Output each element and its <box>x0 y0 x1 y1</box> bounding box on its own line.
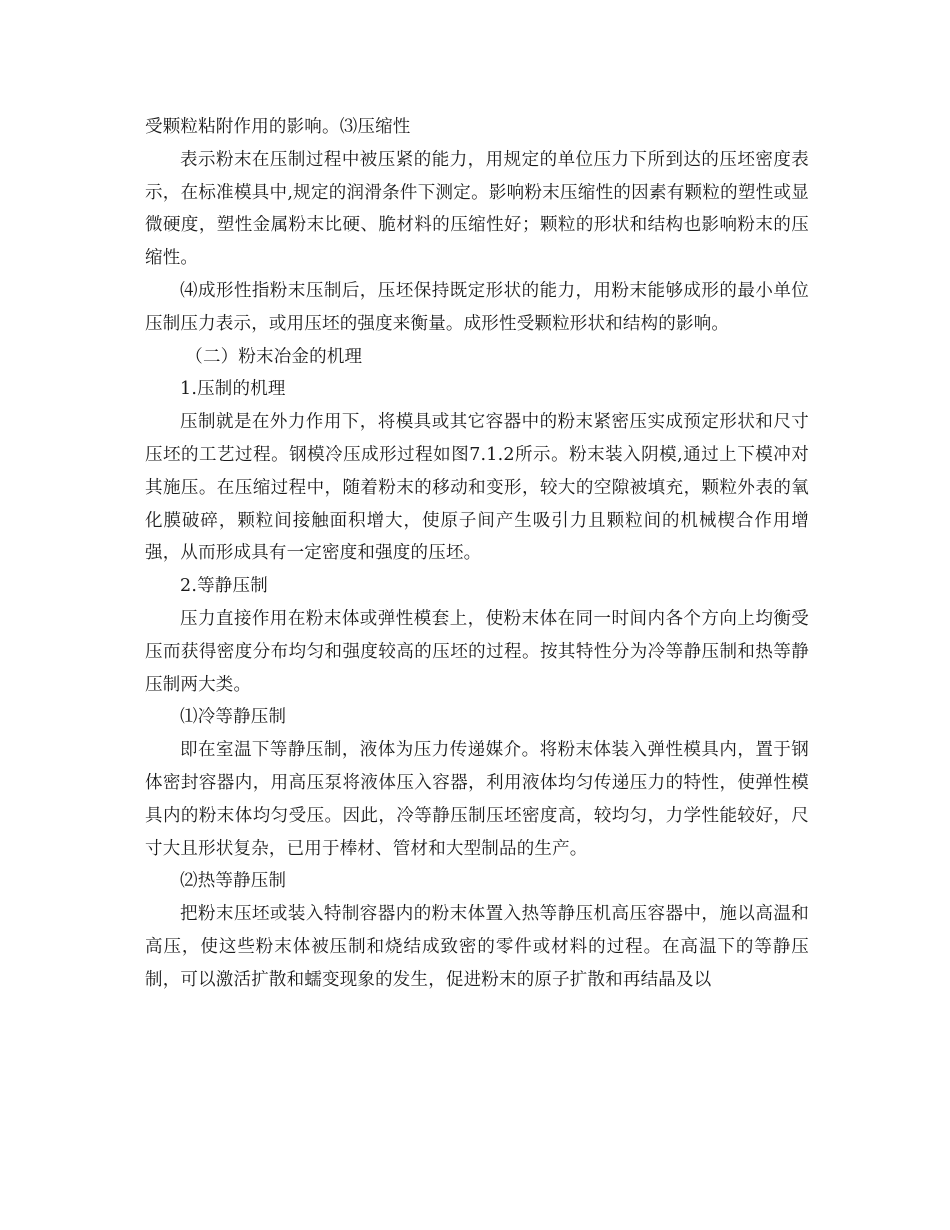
subheading-hot-isostatic: ⑵热等静压制 <box>180 871 287 892</box>
para-pressing-mechanism: 压制就是在外力作用下，将模具或其它容器中的粉末紧密压实成预定形状和尺寸压坯的工艺过程。钢模冷压成形过程如图7.1.2所示。粉末装入阴模,通过上下模冲对其施压。在压缩过程中，随着粉末的移动和变形，较大的空隙被填充，颗粒外表的氧化膜破碎，颗粒间接触面积增大，使原子间产生吸引力且颗粒间的机械楔合作用增强，从而形成具有一定密度和强度的压坯。 <box>145 412 809 564</box>
subheading-pressing-mechanism: 1.压制的机理 <box>180 379 286 400</box>
para-flow-continuation: 受颗粒粘附作用的影响。⑶压缩性 <box>145 117 411 137</box>
para-hot-isostatic: 把粉末压坯或装入特制容器内的粉末体置入热等静压机高压容器中，施以高温和高压，使这些粉末体被压制和烧结成致密的零件或材料的过程。在高温下的等静压制，可以激活扩散和蠕变现象的发生，促进粉末的原子扩散和再结晶及以 <box>145 904 809 990</box>
subheading-cold-isostatic: ⑴冷等静压制 <box>180 707 287 728</box>
para-isostatic-pressing: 压力直接作用在粉末体或弹性模套上，使粉末体在同一时间内各个方向上均衡受压而获得密度分布均匀和强度较高的压坯的过程。按其特性分为冷等静压制和热等静压制两大类。 <box>145 608 809 695</box>
document-body <box>145 111 809 997</box>
subheading-isostatic-pressing: 2.等静压制 <box>180 576 268 597</box>
para-formability: ⑷成形性指粉末压制后，压坯保持既定形状的能力，用粉末能够成形的最小单位压制压力表示，或用压坯的强度来衡量。成形性受颗粒形状和结构的影响。 <box>145 280 809 334</box>
para-compressibility: 表示粉末在压制过程中被压紧的能力，用规定的单位压力下所到达的压坯密度表示，在标准模具中,规定的润滑条件下测定。影响粉末压缩性的因素有颗粒的塑性或显微硬度，塑性金属粉末比硬、脆材料的压缩性好；颗粒的形状和结构也影响粉末的压缩性。 <box>145 149 809 269</box>
section-heading-mechanism: （二）粉末冶金的机理 <box>185 346 363 367</box>
para-cold-isostatic: 即在室温下等静压制，液体为压力传递媒介。将粉末体装入弹性模具内，置于钢体密封容器内，用高压泵将液体压入容器，利用液体均匀传递压力的特性，使弹性模具内的粉末体均匀受压。因此，冷等静压制压坯密度高，较均匀，力学性能较好，尺寸大且形状复杂，已用于棒材、管材和大型制品的生产。 <box>145 740 809 859</box>
